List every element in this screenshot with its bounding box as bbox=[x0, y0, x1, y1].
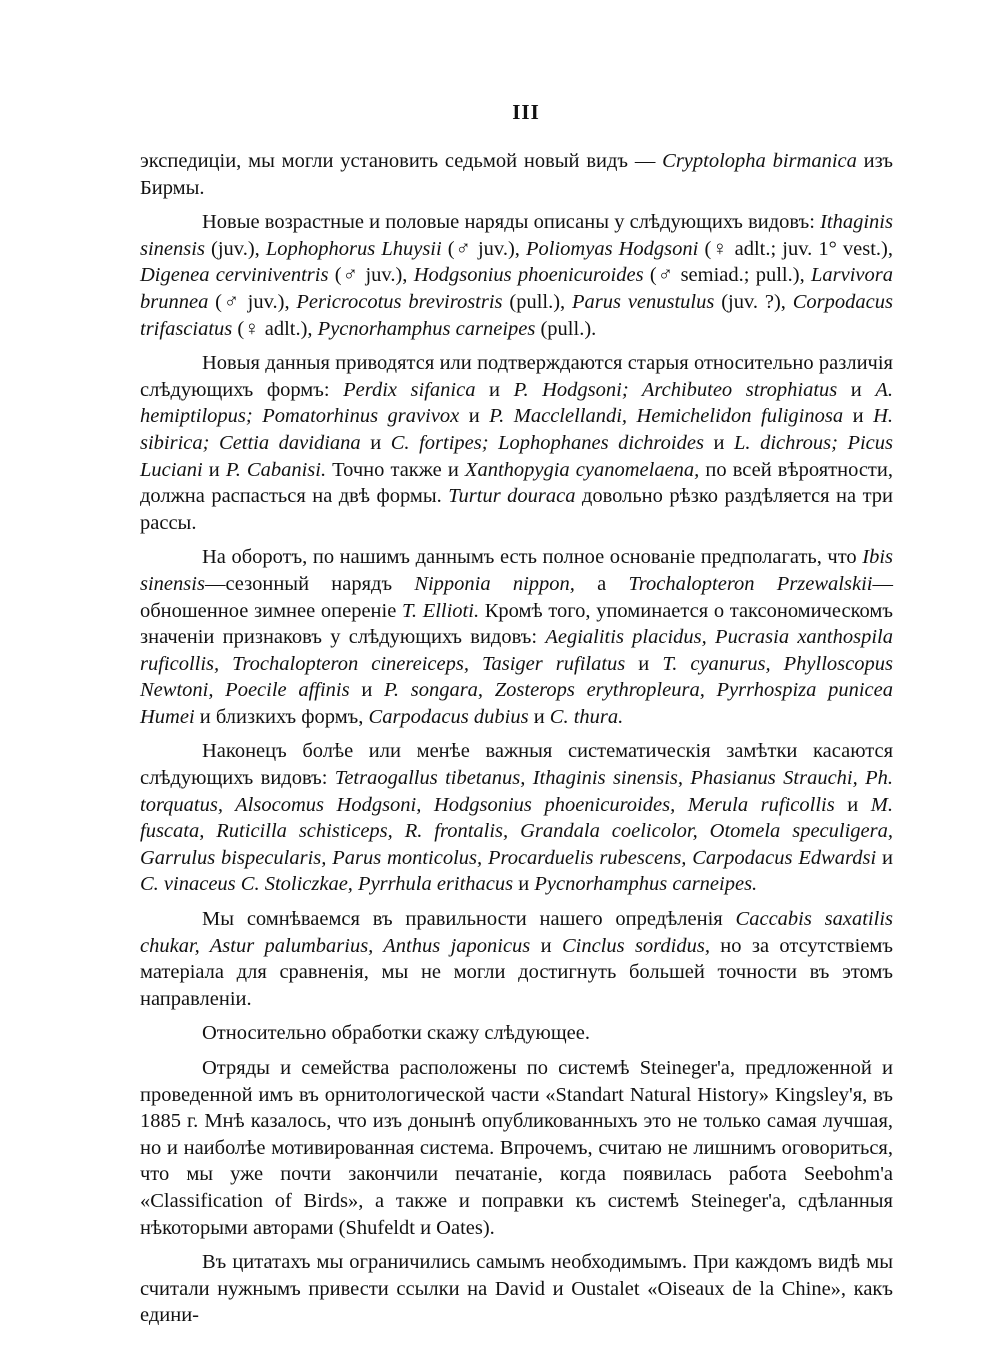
text-run: и bbox=[475, 378, 514, 401]
text-run: изъ Бирмы. bbox=[140, 150, 894, 199]
text-run: и bbox=[349, 679, 384, 702]
text-run: и bbox=[360, 431, 391, 454]
text-run: —сезонный нарядъ bbox=[204, 572, 415, 595]
species-name: Ithaginis sinensis bbox=[140, 211, 893, 260]
species-name: P. Cabanisi. bbox=[225, 458, 327, 481]
paragraph bbox=[140, 1249, 893, 1329]
paragraph bbox=[140, 544, 893, 730]
species-name: P. Macclellandi, Hemichelidon fuliginosa bbox=[489, 405, 844, 428]
species-name: Turtur douraca bbox=[448, 485, 576, 508]
species-name: C. fortipes; Lophophanes dichroides bbox=[390, 431, 704, 454]
text-run: довольно рѣзко раздѣляется на три рассы. bbox=[140, 485, 893, 534]
text-run: и bbox=[837, 378, 876, 401]
text-run: (pull.). bbox=[535, 317, 597, 340]
species-name: Larvivora brunnea bbox=[140, 264, 893, 313]
species-name: T. cyanurus, Phylloscopus Newtoni, Poecile affinis bbox=[140, 652, 893, 702]
species-name: Perdix sifanica bbox=[343, 378, 476, 401]
species-name: Trochalopteron Przewalskii bbox=[628, 572, 873, 595]
text-run: Кромѣ того, упоминается о таксономическомъ значеніи признаковъ у слѣдующихъ видовъ: bbox=[140, 599, 893, 649]
species-name: T. Ellioti. bbox=[402, 599, 480, 622]
text-run: по всей вѣроятности, должна распасться на двѣ формы. bbox=[140, 458, 893, 508]
text-run: (juv. ?), bbox=[714, 290, 793, 313]
species-name: Pycnorhamphus carneipes bbox=[317, 317, 536, 340]
species-name: Digenea cervinіventris bbox=[140, 264, 329, 287]
species-name: C. thura. bbox=[549, 705, 624, 728]
species-name: Poliomyas Hodgsoni bbox=[526, 237, 699, 260]
species-name: H. sibirica; Cettia davidiana bbox=[140, 405, 893, 454]
species-name: Hodgsonius phoenicuroides bbox=[413, 264, 644, 287]
species-name: A. hemiptilopus; Pomatorhinus gravivox bbox=[140, 378, 893, 428]
species-name: P. Hodgsoni; Archibuteo strophiatus bbox=[513, 378, 838, 401]
species-name: Aegialitis placidus, Pucrasia xanthospila ruficollis, Trochalopteron cinereiceps, Tasiger rufilatus bbox=[140, 626, 893, 675]
text-run: (♀ adlt.; juv. 1° vest.), bbox=[698, 237, 893, 260]
species-name: P. songara, Zosterops erythropleura, Pyrrhospiza punicea Humei bbox=[140, 679, 893, 728]
text-run: и bbox=[528, 705, 550, 728]
species-name: Cryptolopha birmanica bbox=[662, 150, 857, 172]
text-run: и bbox=[530, 934, 562, 957]
text-run: и bbox=[876, 846, 893, 869]
paragraph bbox=[140, 738, 893, 898]
text-run: и bbox=[513, 873, 535, 896]
species-name: Nipponia nippon, bbox=[414, 572, 575, 595]
text-run: но за отсутствіемъ матеріала для сравненія, мы не могли достигнуть большей точности въ этомъ направленіи. bbox=[140, 934, 893, 1010]
text-run: Новые возрастные и половые наряды описаны у слѣдующихъ видовъ: bbox=[202, 211, 821, 234]
text-run: и bbox=[459, 405, 490, 428]
text-run: (juv.), bbox=[204, 237, 266, 260]
species-name: Pycnorhamphus carneipes. bbox=[534, 873, 758, 896]
text-run: (♂ juv.), bbox=[441, 237, 526, 260]
paragraph bbox=[140, 148, 893, 201]
text-run: Отряды и семейства расположены по системѣ Steineger'а, предложенной и проведенной имъ въ орнитологической части «Standart Natural History» Kingsley'я, въ 1885 г. Мнѣ казалось, что изъ донынѣ опубликованныхъ это не только самая лучшая, но и наиболѣе мотивированная система. Впрочемъ, считаю не лишнимъ оговориться, что мы уже почти закончили печатаніе, когда появилась работа Seebohm'a «Classification of Birds», а также и поправки къ системѣ Steineger'а, сдѣланныя нѣкоторыми авторами (Shufeldt и Oates). bbox=[140, 1057, 893, 1239]
species-name: Ibis sinensis bbox=[140, 546, 893, 595]
text-run: и bbox=[834, 793, 871, 816]
species-name: Caccabis saxatilis chukar, Astur palumbarius, Anthus japonicus bbox=[140, 908, 893, 957]
text-run: и bbox=[703, 431, 735, 454]
paragraph bbox=[140, 1055, 893, 1241]
text-run: На оборотъ, по нашимъ даннымъ есть полное основаніе предполагать, что bbox=[202, 546, 863, 569]
text-run: Точно также и bbox=[326, 458, 465, 481]
species-name: Xanthopygia cyanomelaena, bbox=[464, 458, 700, 481]
paragraph bbox=[140, 350, 893, 536]
text-run: Наконецъ болѣе или менѣе важныя систематическія замѣтки касаются слѣдующихъ видовъ: bbox=[140, 740, 893, 790]
body-text bbox=[140, 148, 893, 1329]
text-run: (♂ juv.), bbox=[208, 290, 297, 313]
page-number: III bbox=[512, 100, 540, 124]
text-run: Въ цитатахъ мы ограничились самымъ необходимымъ. При каждомъ видѣ мы считали нужнымъ привести ссылки на David и Oustalet «Oiseaux de la Chine», какъ едини- bbox=[140, 1251, 893, 1327]
species-name: Lophophorus Lhuysii bbox=[265, 237, 442, 260]
species-name: Pericrocotus brevirostris bbox=[296, 290, 503, 313]
species-name: Corpodacus trifasciatus bbox=[140, 290, 893, 340]
text-run: и близкихъ формъ, bbox=[194, 705, 369, 728]
text-run: экспедиціи, мы могли установить седьмой новый видъ — bbox=[140, 150, 663, 172]
text-run: (♂ juv.), bbox=[328, 264, 414, 287]
species-name: C. vinaceus C. Stoliczkae, Pyrrhula erithacus bbox=[140, 873, 514, 896]
text-run: —обношенное зимнее опереніе bbox=[140, 572, 893, 622]
text-run: (♀ adlt.), bbox=[232, 317, 318, 340]
paragraph bbox=[140, 209, 893, 342]
species-name: Carpodacus dubius bbox=[368, 705, 529, 728]
paragraph bbox=[140, 906, 893, 1012]
text-run: Мы сомнѣваемся въ правильности нашего опредѣленія bbox=[202, 908, 736, 931]
species-name: Cinclus sordidus, bbox=[561, 934, 710, 957]
species-name: Tetraogallus tibetanus, Ithaginis sinensis, Phasianus Strauchi, Ph. torquatus, Alsocomus Hodgsoni, Hodgsonius phoenicuroides, Merula ruficollis bbox=[140, 767, 893, 816]
paragraph bbox=[140, 1020, 893, 1047]
text-run: Относительно обработки скажу слѣдующее. bbox=[202, 1022, 590, 1045]
text-run: (pull.), bbox=[502, 290, 572, 313]
text-run: (♂ semiad.; pull.), bbox=[643, 264, 811, 287]
species-name: M. fuscata, Ruticilla schisticeps, R. frontalis, Grandala coelicolor, Otomela speculigera, Garrulus bispecularis, Parus monticolus, Procarduelis rubescens, Carpodacus Edwardsi bbox=[140, 793, 893, 869]
text-run: и bbox=[843, 405, 874, 428]
text-run: Новыя данныя приводятся или подтверждаются старыя относительно различія слѣдующихъ формъ: bbox=[140, 352, 893, 401]
text-run: и bbox=[625, 652, 663, 675]
text-run: а bbox=[574, 572, 629, 595]
text-run: и bbox=[202, 458, 226, 481]
species-name: Parus venustulus bbox=[572, 290, 715, 313]
species-name: L. dichrous; Picus Luciani bbox=[140, 431, 893, 481]
